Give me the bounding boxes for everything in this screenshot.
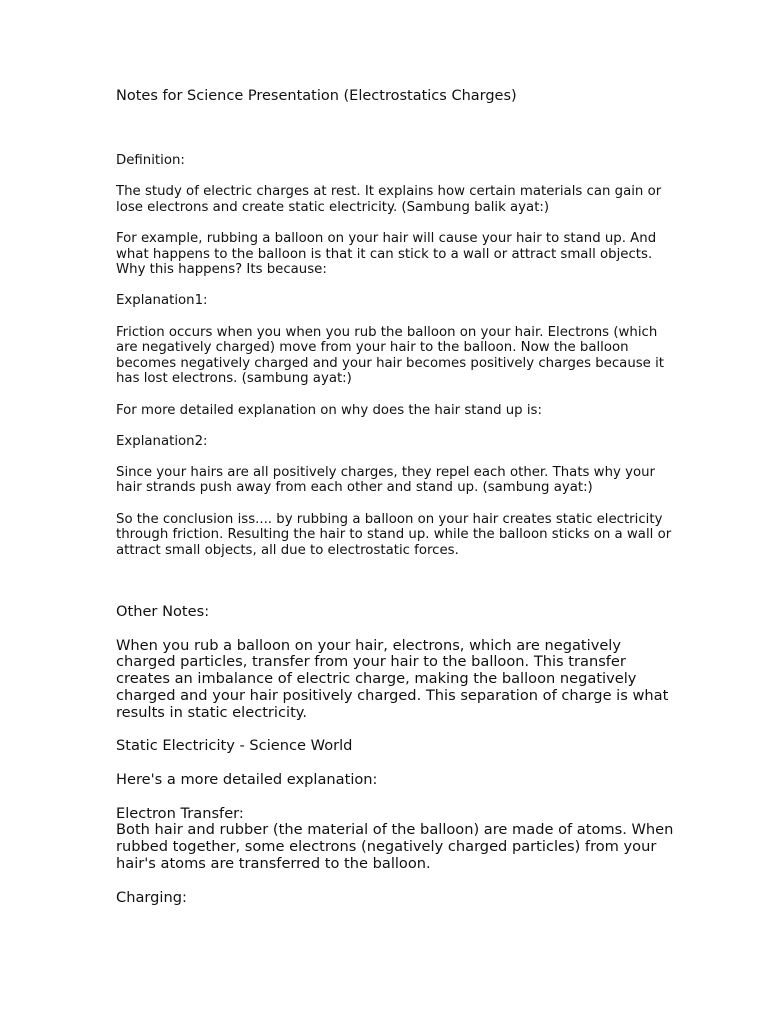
charging-heading: Charging: [116, 888, 187, 906]
explanation2-paragraph: Since your hairs are all positively charges, they repel each other. Thats why your hair strands push away from each other and stand up. (sambung ayat:) [116, 464, 655, 496]
electron-transfer-heading: Electron Transfer: [116, 804, 244, 822]
detail-intro-paragraph: For more detailed explanation on why does the hair stand up is: [116, 402, 542, 418]
explanation2-heading: Explanation2: [116, 433, 208, 449]
electron-transfer-paragraph: Both hair and rubber (the material of the balloon) are made of atoms. When rubbed together, some electrons (negatively charged particles) from your hair's atoms are transferred to the balloon. [116, 821, 674, 872]
balloon-paragraph: When you rub a balloon on your hair, electrons, which are negatively charged particles, transfer from your hair to the balloon. This transfer creates an imbalance of electric charge, making the balloon negatively charged and your hair positively charged. This separation of charge is what results in static electricity. [116, 636, 669, 721]
notes-section [116, 153, 676, 574]
explanation1-heading: Explanation1: [116, 293, 208, 309]
explanation1-paragraph: Friction occurs when you when you rub the balloon on your hair. Electrons (which are negatively charged) move from your hair to the balloon. Now the balloon becomes negatively charged and your hair becomes positively charges because it has lost electrons. (sambung ayat:) [116, 324, 664, 387]
example-paragraph: For example, rubbing a balloon on your hair will cause your hair to stand up. And what happens to the balloon is that it can stick to a wall or attract small objects. Why this happens? Its because: [116, 230, 657, 278]
definition-heading: Definition: [116, 153, 185, 168]
definition-paragraph: The study of electric charges at rest. It explains how certain materials can gain or lose electrons and create static electricity. (Sambung balik ayat:) [116, 184, 662, 215]
document-title: Notes for Science Presentation (Electrostatics Charges) [116, 88, 517, 104]
conclusion-paragraph: So the conclusion iss.... by rubbing a balloon on your hair creates static electricity through friction. Resulting the hair to stand up. while the balloon sticks on a wall or attract small objects, all due to electrostatic forces. [116, 511, 672, 558]
detailed-intro-paragraph: Here's a more detailed explanation: [116, 770, 378, 788]
source-line: Static Electricity - Science World [116, 737, 353, 755]
other-notes-section [116, 604, 676, 923]
other-notes-heading: Other Notes: [116, 603, 210, 620]
